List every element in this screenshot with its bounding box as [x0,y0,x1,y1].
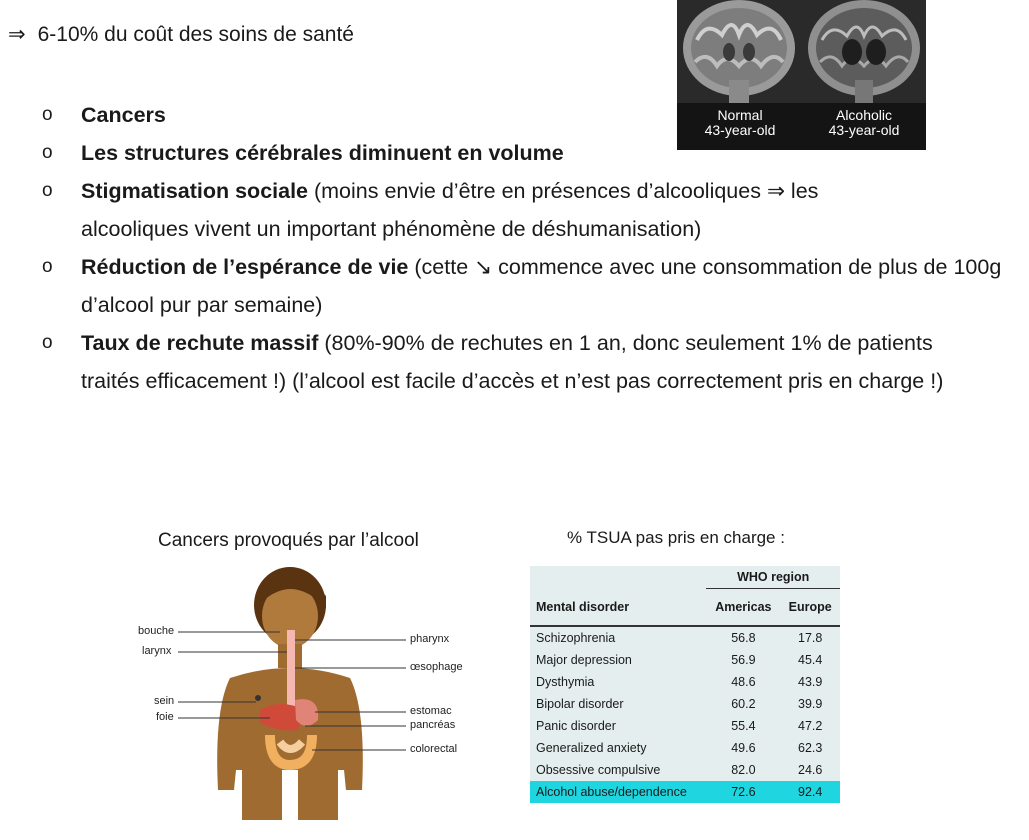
label-oesophage: œsophage [410,661,463,673]
list-item: o Cancers [42,103,166,127]
label-bouche: bouche [138,625,175,637]
table-row: Dysthymia 48.6 43.9 [536,674,823,689]
label-pancreas: pancréas [410,719,456,731]
table-row: Major depression 56.9 45.4 [536,652,823,667]
label-foie: foie [156,711,174,723]
consequences-list [0,96,1029,400]
list-item: o Les structures cérébrales diminuent en volume [42,141,564,165]
intro-text: 6-10% du coût des soins de santé [37,23,354,46]
label-colorectal: colorectal [410,743,458,755]
list-item: o Taux de rechute massif (80%-90% de rechutes en 1 an, donc seulement 1% de patients traités efficacement !) (l’alcool est facile d’accès et n’est pas correctement pris en charge !) [42,331,944,393]
body-diagram-svg [130,560,470,820]
table-row: Generalized anxiety 49.6 62.3 [536,740,823,755]
table-row: Panic disorder 55.4 47.2 [536,718,823,733]
list-item: o Stigmatisation sociale (moins envie d’être en présences d’alcooliques ⇒ les alcooliques vivent un important phénomène de déshumanisation) [42,179,819,241]
normal-caption: Normal 43-year-old [704,107,776,138]
col-header-americas: Americas [715,599,772,614]
label-estomac: estomac [410,705,452,717]
body-cancer-diagram [130,560,470,820]
intro-line [8,22,354,47]
who-table [530,566,840,803]
group-header: WHO region [706,566,840,589]
who-table-container [530,566,840,803]
table-row-highlighted: Alcohol abuse/dependence 72.6 92.4 [530,781,840,803]
alcoholic-caption: Alcoholic 43-year-old [828,107,900,138]
table-row: Obsessive compulsive 82.0 24.6 [536,762,823,777]
col-header-disorder: Mental disorder [536,599,630,614]
table-row: Schizophrenia 56.8 17.8 [536,630,823,645]
label-pharynx: pharynx [410,633,450,645]
table-row: Bipolar disorder 60.2 39.9 [536,696,823,711]
body-figure-title: Cancers provoqués par l’alcool [158,530,419,551]
label-sein: sein [154,695,175,707]
table-figure-title: % TSUA pas pris en charge : [567,528,785,547]
label-larynx: larynx [142,645,172,657]
implies-arrow-icon: ⇒ [8,23,26,46]
list-item: o Réduction de l’espérance de vie (cette ↘ commence avec une consommation de plus de 100g d’alcool pur par semaine) [42,255,1002,317]
col-header-europe: Europe [788,599,832,614]
